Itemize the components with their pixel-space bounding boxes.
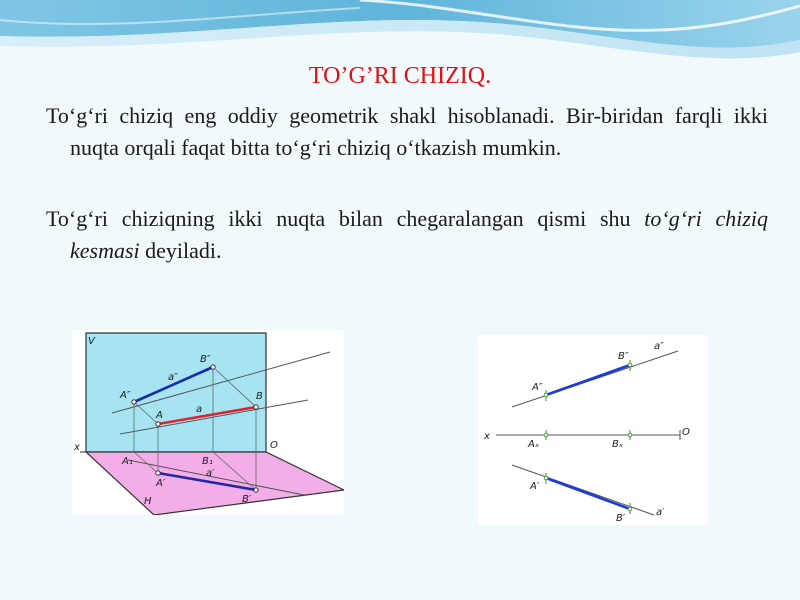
label-A1: A′ bbox=[530, 481, 540, 492]
term-segment: to‘g‘ri chiziq kesmasi bbox=[70, 206, 768, 263]
paragraph-definition: To‘g‘ri chiziq eng oddiy geometrik shakl hisoblanadi. Bir-biridan farqli ikki nuqta orqali faqat bitta to‘g‘ri chiziq o‘tkazish mumkin. bbox=[46, 103, 768, 160]
slide-title: TO’G’RI CHIZIQ. bbox=[308, 63, 492, 89]
label-a: a bbox=[196, 404, 203, 415]
label-H: H bbox=[144, 496, 152, 507]
label-O: O bbox=[270, 440, 278, 451]
label-A: A bbox=[156, 410, 163, 421]
label-B2: B″ bbox=[618, 351, 629, 362]
label-B1p: B′ bbox=[242, 494, 252, 505]
point-A bbox=[156, 422, 160, 426]
label-a1: a′ bbox=[656, 507, 665, 518]
label-x: x bbox=[74, 442, 80, 453]
point-B bbox=[254, 405, 258, 409]
orthogonal-projection-diagram bbox=[478, 335, 708, 525]
label-B2: B″ bbox=[200, 354, 211, 365]
label-B1: B′ bbox=[616, 513, 626, 524]
label-B: B bbox=[256, 391, 263, 402]
spatial-projection-diagram bbox=[72, 330, 344, 515]
label-Bx: Bₓ bbox=[612, 439, 624, 450]
point-A1p bbox=[156, 471, 160, 475]
vertical-plane bbox=[86, 333, 266, 452]
label-x: x bbox=[484, 431, 490, 442]
paragraph-segment-start: To‘g‘ri chiziqning ikki nuqta bilan chegaralangan qismi shu bbox=[46, 206, 645, 231]
label-V: V bbox=[88, 336, 95, 347]
paragraph-segment bbox=[46, 203, 768, 267]
label-A2: A″ bbox=[532, 382, 543, 393]
paragraph-segment-end: deyiladi. bbox=[139, 238, 222, 263]
label-a1: a′ bbox=[206, 468, 215, 479]
label-A2: A″ bbox=[120, 390, 131, 401]
label-A1: A₁ bbox=[122, 456, 133, 467]
label-Ax: Aₓ bbox=[528, 439, 540, 450]
point-B1p bbox=[254, 488, 258, 492]
label-a2: a″ bbox=[654, 341, 664, 352]
label-O: O bbox=[682, 427, 690, 438]
point-A2 bbox=[132, 400, 136, 404]
point-B2 bbox=[211, 365, 215, 369]
label-a2: a″ bbox=[168, 372, 178, 383]
label-A1p: A′ bbox=[156, 478, 166, 489]
label-B1: B₁ bbox=[202, 456, 213, 467]
